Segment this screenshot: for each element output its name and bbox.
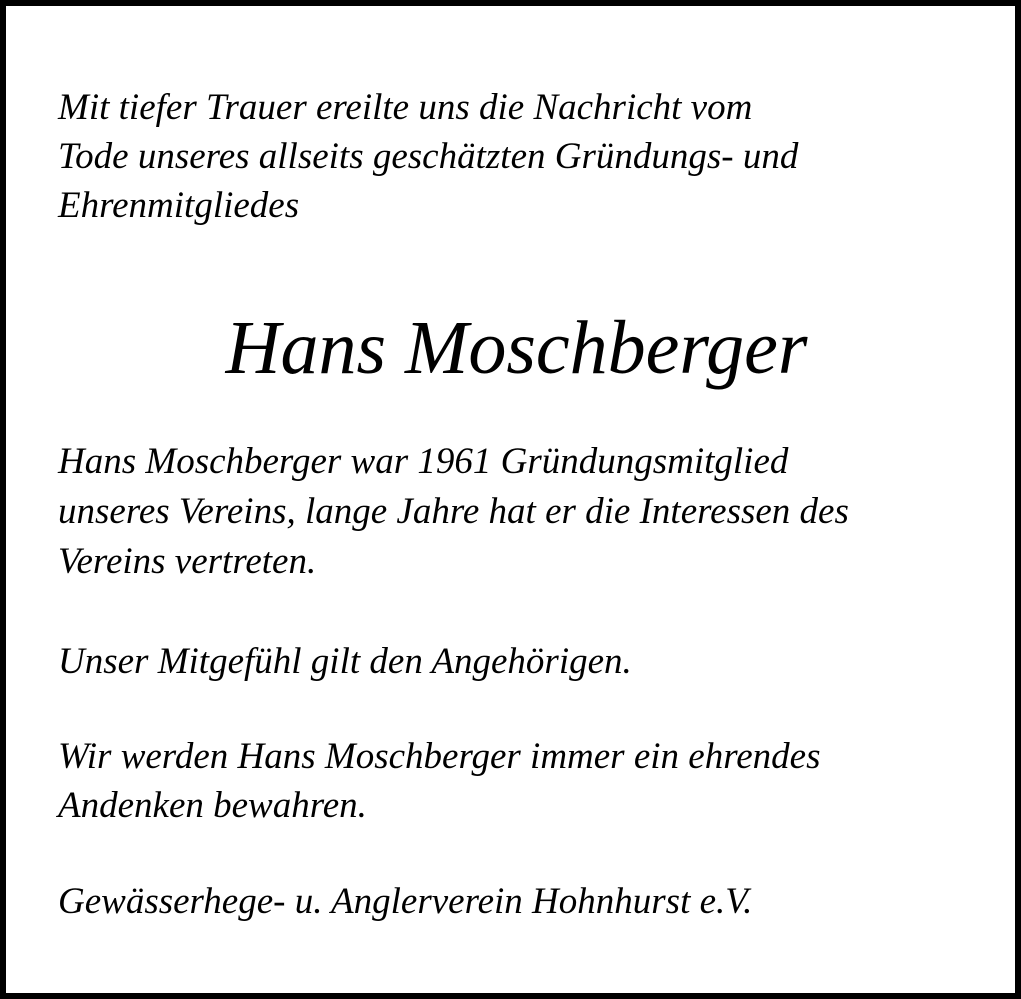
bio-line-3: Vereins vertreten.: [58, 541, 317, 582]
bio-line-2: unseres Vereins, lange Jahre hat er die Interessen des: [58, 491, 849, 532]
memory-line-1: Wir werden Hans Moschberger immer ein ehrendes: [58, 736, 821, 777]
signature: Gewässerhege- u. Anglerverein Hohnhurst e.V.: [58, 881, 753, 922]
sympathy-line: Unser Mitgefühl gilt den Angehörigen.: [58, 641, 632, 682]
deceased-name: Hans Moschberger: [225, 306, 808, 390]
memory-line-2: Andenken bewahren.: [58, 785, 367, 826]
bio-line-1: Hans Moschberger war 1961 Gründungsmitglied: [58, 441, 789, 482]
intro-line-1: Mit tiefer Trauer ereilte uns die Nachricht vom: [58, 87, 753, 128]
intro-line-3: Ehrenmitgliedes: [58, 185, 300, 226]
intro-line-2: Tode unseres allseits geschätzten Gründungs- und: [58, 136, 799, 177]
